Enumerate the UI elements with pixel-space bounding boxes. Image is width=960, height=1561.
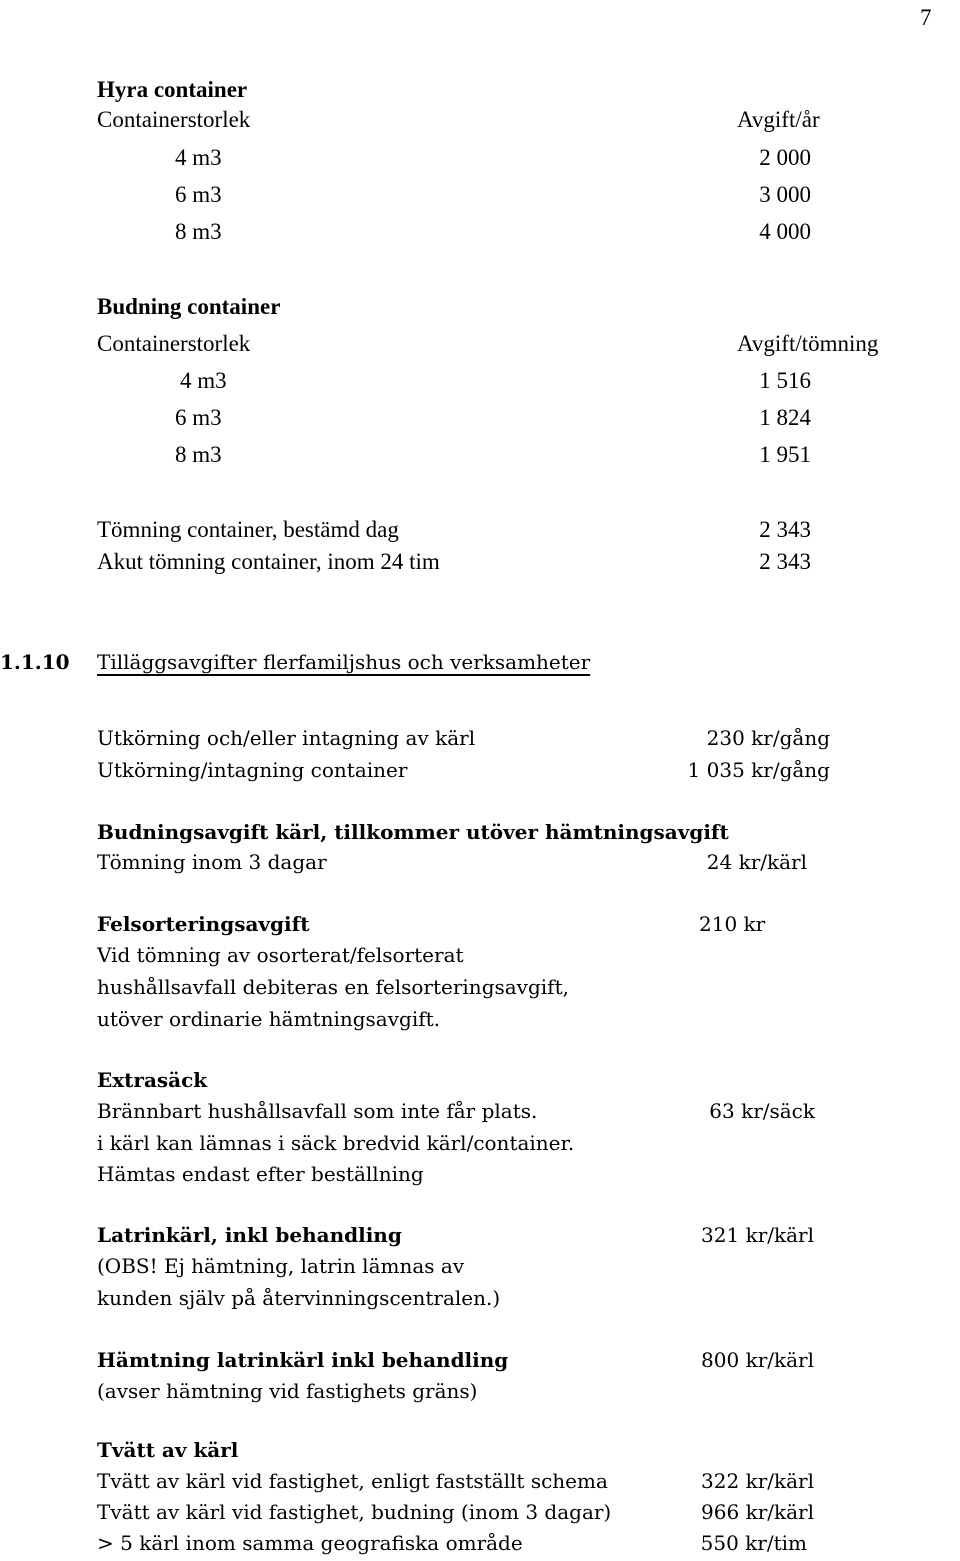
hyra-row-size: 4 m3 (175, 145, 222, 170)
felsortering-line: hushållsavfall debiteras en felsorteringsavgift, (97, 975, 569, 999)
hyra-row-fee: 2 000 (759, 145, 811, 170)
page-number: 7 (920, 5, 932, 30)
latrin-line: (OBS! Ej hämtning, latrin lämnas av (97, 1254, 465, 1278)
budning-col-size: Containerstorlek (97, 331, 251, 356)
tvatt-row-label: Tvätt av kärl vid fastighet, enligt fastställt schema (97, 1469, 608, 1493)
hyra-row-size: 8 m3 (175, 219, 222, 244)
tvatt-row-fee: 966 kr/kärl (701, 1500, 814, 1524)
hyra-col-fee: Avgift/år (737, 107, 820, 132)
utkorning-fee: 1 035 kr/gång (687, 758, 830, 782)
tvatt-row-label: > 5 kärl inom samma geografiska område (97, 1531, 523, 1555)
tomning-fee: 2 343 (759, 517, 811, 542)
felsortering-line: Vid tömning av osorterat/felsorterat (97, 943, 464, 967)
extrasack-line: Hämtas endast efter beställning (97, 1162, 424, 1186)
latrin-line: kunden själv på återvinningscentralen.) (97, 1286, 501, 1310)
hyra-row-size: 6 m3 (175, 182, 222, 207)
budning-row-fee: 1 951 (759, 442, 811, 467)
budningsavgift-title: Budningsavgift kärl, tillkommer utöver hämtningsavgift (97, 820, 729, 844)
section-title: Tilläggsavgifter flerfamiljshus och verksamheter (97, 650, 591, 674)
utkorning-fee: 230 kr/gång (706, 726, 830, 750)
budning-title: Budning container (97, 294, 281, 319)
budning-row-size: 6 m3 (175, 405, 222, 430)
tomning-fee: 2 343 (759, 549, 811, 574)
tvatt-row-label: Tvätt av kärl vid fastighet, budning (inom 3 dagar) (97, 1500, 612, 1524)
hamtning-latrin-fee: 800 kr/kärl (701, 1348, 814, 1372)
felsortering-line: utöver ordinarie hämtningsavgift. (97, 1007, 441, 1031)
budning-row-fee: 1 824 (759, 405, 811, 430)
latrin-fee: 321 kr/kärl (701, 1223, 814, 1247)
budningsavgift-label: Tömning inom 3 dagar (97, 850, 327, 874)
extrasack-title: Extrasäck (97, 1068, 208, 1092)
felsortering-fee: 210 kr (699, 912, 766, 936)
hyra-title: Hyra container (97, 77, 248, 102)
hamtning-latrin-line: (avser hämtning vid fastighets gräns) (97, 1379, 478, 1403)
tvatt-row-fee: 322 kr/kärl (701, 1469, 814, 1493)
hyra-row-fee: 4 000 (759, 219, 811, 244)
section-number: 1.1.10 (0, 650, 70, 674)
hamtning-latrin-title: Hämtning latrinkärl inkl behandling (97, 1348, 509, 1372)
hyra-col-size: Containerstorlek (97, 107, 251, 132)
felsortering-title: Felsorteringsavgift (97, 912, 310, 936)
latrin-title: Latrinkärl, inkl behandling (97, 1223, 402, 1247)
hyra-row-fee: 3 000 (759, 182, 811, 207)
tomning-label: Akut tömning container, inom 24 tim (97, 549, 440, 574)
tvatt-title: Tvätt av kärl (97, 1438, 239, 1462)
utkorning-label: Utkörning/intagning container (97, 758, 408, 782)
extrasack-line: i kärl kan lämnas i säck bredvid kärl/container. (97, 1131, 575, 1155)
budning-row-size: 4 m3 (180, 368, 227, 393)
budningsavgift-fee: 24 kr/kärl (706, 850, 807, 874)
utkorning-label: Utkörning och/eller intagning av kärl (97, 726, 476, 750)
tvatt-row-fee: 550 kr/tim (700, 1531, 807, 1555)
budning-col-fee: Avgift/tömning (737, 331, 879, 356)
budning-row-fee: 1 516 (759, 368, 811, 393)
extrasack-fee: 63 kr/säck (709, 1099, 815, 1123)
budning-row-size: 8 m3 (175, 442, 222, 467)
tomning-label: Tömning container, bestämd dag (97, 517, 399, 542)
extrasack-line: Brännbart hushållsavfall som inte får plats. (97, 1099, 538, 1123)
